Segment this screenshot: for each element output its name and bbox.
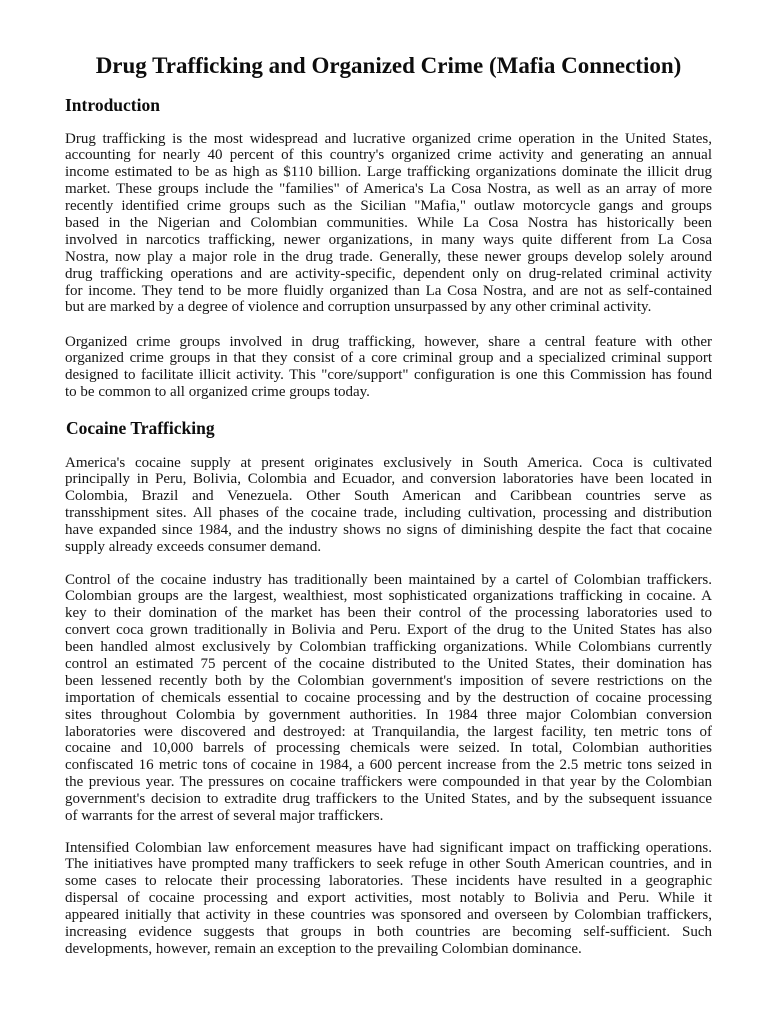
text-line [65, 840, 712, 857]
text-line-content: based in the Nigerian and Colombian communities. While La Cosa Nostra has historically been [65, 214, 712, 231]
text-line-content: principally in Peru, Bolivia, Colombia and Ecuador, and conversion laboratories have been located in [65, 471, 712, 488]
text-line [65, 757, 712, 774]
text-line-content: The initiatives have prompted many traffickers to seek refuge in other South American countries, and in [65, 856, 712, 873]
text-line [65, 455, 712, 472]
text-line [65, 941, 712, 958]
text-line-content: government's decision to extradite drug traffickers to the United States, and by the subsequent issuance [65, 791, 712, 808]
text-line [65, 505, 712, 522]
text-line-content: drug trafficking operations and are activity-specific, dependent only on drug-related criminal activity [65, 265, 712, 282]
text-line-content: the previous year. The pressures on cocaine traffickers were compounded in that year by the Colombian [65, 774, 712, 791]
document-title: Drug Trafficking and Organized Crime (Mafia Connection) [95, 53, 682, 78]
paragraph [65, 840, 712, 958]
section-heading: Cocaine Trafficking [66, 418, 215, 438]
text-line-content: Control of the cocaine industry has traditionally been maintained by a cartel of Colombian traffickers. [65, 571, 712, 588]
text-line [65, 266, 712, 283]
text-line-content: supply already exceeds consumer demand. [65, 538, 322, 555]
text-line-content: key to their domination of the market has been their control of the processing laboratories used to [65, 605, 712, 622]
text-line-content: income estimated to be as high as $110 billion. Large trafficking organizations dominate the illicit drug [65, 164, 712, 181]
text-line [65, 131, 712, 148]
text-line-content: confiscated 16 metric tons of cocaine in 1984, a 600 percent increase from the 2.5 metric tons seized in [65, 757, 712, 774]
paragraph [65, 572, 712, 825]
paragraph [65, 334, 712, 402]
text-line [65, 471, 712, 488]
text-line [65, 215, 712, 232]
text-line [65, 367, 712, 384]
text-line-content: been handled almost exclusively by Colombian trafficking organizations. While Colombians currently [65, 639, 712, 656]
text-line-content: but are marked by a degree of violence and corruption unsurpassed by any other criminal activity. [65, 299, 652, 316]
text-line-content: cocaine and 10,000 barrels of processing chemicals were seized. In total, Colombian authorities [65, 740, 712, 757]
text-line-content: increasing evidence suggests that groups in both countries are becoming self-sufficient. Such [65, 923, 712, 940]
text-line-content: transshipment sites. All phases of the cocaine trade, including cultivation, processing and distribution [65, 505, 712, 522]
text-line-content: some cases to relocate their processing laboratories. These incidents have resulted in a geographic [65, 873, 712, 890]
text-line-content: sites throughout Colombia by government authorities. In 1984 three major Colombian conversion [65, 706, 712, 723]
text-line-content: Intensified Colombian law enforcement measures have had significant impact on trafficking operations. [65, 839, 712, 856]
text-line [65, 890, 712, 907]
text-line-content: appeared initially that activity in these countries was sponsored and overseen by Colombian traffickers, [65, 907, 712, 924]
text-line [65, 791, 712, 808]
paragraph [65, 131, 712, 317]
text-line [65, 690, 712, 707]
text-line [65, 147, 712, 164]
text-line [65, 656, 712, 673]
text-line [65, 924, 712, 941]
text-line-content: developments, however, remain an exception to the prevailing Colombian dominance. [65, 940, 582, 957]
text-line [65, 774, 712, 791]
text-line-content: for income. They tend to be more fluidly organized than La Cosa Nostra, and are not as self-contained [65, 282, 712, 299]
text-line-content: laboratories were discovered and destroyed: at Tranquilandia, the largest facility, ten metric tons of [65, 723, 712, 740]
text-line [65, 164, 712, 181]
text-line-content: recently identified crime groups such as the Sicilian "Mafia," outlaw motorcycle gangs and groups [65, 198, 712, 215]
text-line [65, 384, 712, 401]
text-line [65, 740, 712, 757]
text-line-content: of warrants for the arrest of several major traffickers. [65, 807, 384, 824]
text-line [65, 724, 712, 741]
text-line [65, 488, 712, 505]
text-line-content: America's cocaine supply at present originates exclusively in South America. Coca is cultivated [65, 454, 712, 471]
text-line-content: accounting for nearly 40 percent of this country's organized crime activity and generating an annual [65, 147, 712, 164]
text-line [65, 181, 712, 198]
text-line [65, 572, 712, 589]
text-line-content: organized crime groups in that they consist of a core criminal group and a specialized criminal support [65, 350, 712, 367]
text-line-content: Drug trafficking is the most widespread and lucrative organized crime operation in the United States, [65, 130, 712, 147]
text-line [65, 639, 712, 656]
text-line-content: Organized crime groups involved in drug trafficking, however, share a central feature with other [65, 333, 712, 350]
text-line [65, 232, 712, 249]
text-line [65, 588, 712, 605]
text-line [65, 673, 712, 690]
text-line [65, 198, 712, 215]
text-line-content: designed to facilitate illicit activity. This "core/support" configuration is one this Commission has found [65, 367, 712, 384]
text-line [65, 334, 712, 351]
text-line-content: to be common to all organized crime groups today. [65, 384, 370, 401]
section-heading: Introduction [65, 95, 160, 115]
text-line [65, 622, 712, 639]
text-line-content: been lessened recently both by the Colombian government's imposition of severe restrictions on the [65, 672, 712, 689]
text-line [65, 522, 712, 539]
text-line [65, 299, 712, 316]
text-line [65, 350, 712, 367]
text-line-content: importation of chemicals essential to cocaine processing and by the destruction of cocaine processing [65, 689, 712, 706]
text-line-content: Nostra, now play a major role in the drug trade. Generally, these newer groups develop solely around [65, 248, 712, 265]
text-line [65, 539, 712, 556]
text-line [65, 808, 712, 825]
text-line-content: market. These groups include the "families" of America's La Cosa Nostra, as well as an array of more [65, 181, 712, 198]
text-line [65, 283, 712, 300]
text-line-content: control an estimated 75 percent of the cocaine distributed to the United States, their domination has [65, 655, 712, 672]
text-line [65, 873, 712, 890]
text-line [65, 856, 712, 873]
text-line-content: Colombian groups are the largest, wealthiest, most sophisticated organizations trafficking in cocaine. A [65, 588, 712, 605]
text-line [65, 249, 712, 266]
text-line-content: involved in narcotics trafficking, newer organizations, in many ways quite different from La Cosa [65, 231, 712, 248]
paragraph [65, 455, 712, 556]
text-line-content: convert coca grown traditionally in Bolivia and Peru. Export of the drug to the United States has also [65, 622, 712, 639]
text-line [65, 707, 712, 724]
text-line-content: dispersal of cocaine processing and export activities, most notably to Bolivia and Peru. While it [65, 890, 712, 907]
text-line [65, 605, 712, 622]
text-line [65, 907, 712, 924]
text-line-content: Colombia, Brazil and Venezuela. Other South American and Caribbean countries serve as [65, 488, 712, 505]
text-line-content: have expanded since 1984, and the industry shows no signs of diminishing despite the fact that cocaine [65, 522, 712, 539]
